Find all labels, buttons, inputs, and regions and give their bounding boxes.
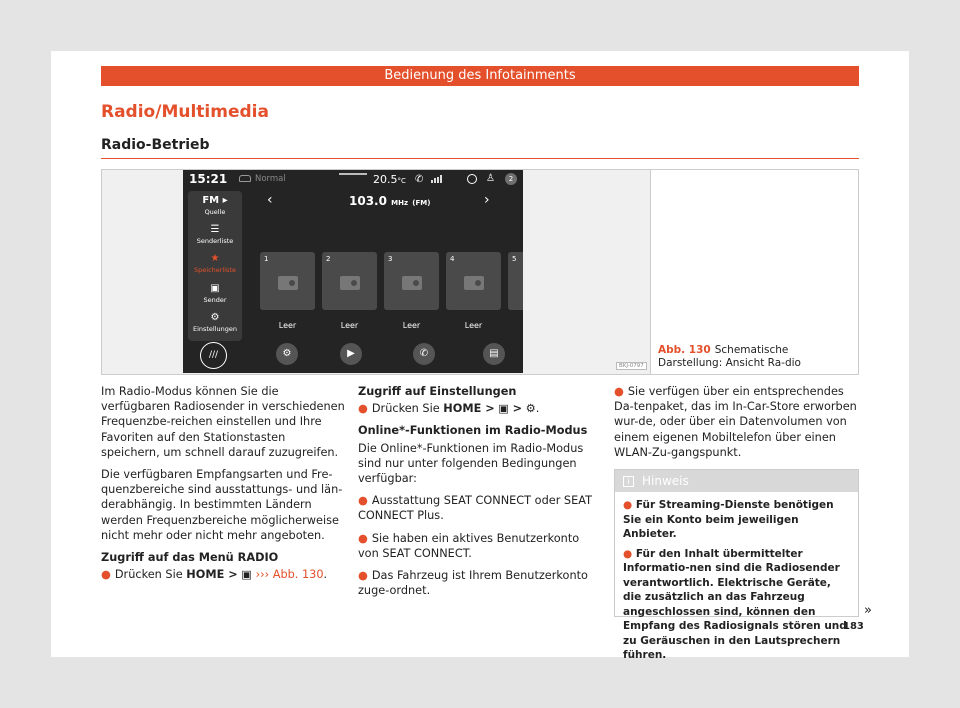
- list-item: ● Das Fahrzeug ist Ihrem Benutzerkonto zuge-ordnet.: [358, 569, 588, 598]
- preset-label: Leer: [464, 321, 483, 330]
- figure-background: [102, 170, 651, 374]
- sidebar-item-label: Senderliste: [196, 237, 234, 245]
- sidebar-item-label: Quelle: [204, 208, 226, 216]
- notification-badge[interactable]: 2: [505, 173, 517, 185]
- sidebar-item-label: Sender: [203, 296, 227, 304]
- subheading: Zugriff auf Einstellungen: [358, 385, 517, 398]
- sidebar-item-quelle[interactable]: [188, 195, 242, 216]
- subheading: Zugriff auf das Menü RADIO: [101, 551, 279, 565]
- preset-label: Leer: [278, 321, 297, 330]
- bullet-icon: ●: [623, 547, 633, 560]
- preset-tile[interactable]: [446, 252, 501, 310]
- list-item: ● Für Streaming-Dienste benötigen Sie ein Konto beim jeweiligen Anbieter.: [623, 499, 834, 540]
- user-icon[interactable]: ♙: [486, 173, 495, 184]
- car-icon: [239, 175, 251, 182]
- paragraph: Die Online*-Funktionen im Radio-Modus sind nur unter folgenden Bedingungen verfügbar:: [358, 441, 584, 486]
- media-button[interactable]: [340, 343, 362, 365]
- radio-icon: [402, 276, 422, 290]
- caption-number: Abb. 130: [658, 344, 711, 356]
- preset-number: 5: [512, 255, 517, 263]
- paragraph: Die verfügbaren Empfangsarten und Fre-quenzbereiche sind ausstattungs- und län-derabhängig. In bestimmten Ländern werden Frequenzbereiche möglicherweise nicht mehr oder nicht mehr angeboten.: [101, 468, 343, 542]
- column-3: [614, 384, 859, 467]
- page-title: Radio/Multimedia: [101, 102, 269, 122]
- figure: [101, 169, 859, 375]
- note-body: [615, 492, 858, 674]
- sidebar-item-label: Speicherliste: [194, 266, 236, 274]
- slider-line: [339, 173, 367, 175]
- figure-ref-code: BKJ-0797: [616, 362, 647, 370]
- settings-button[interactable]: [276, 343, 298, 365]
- bullet-icon: ●: [101, 568, 111, 582]
- manual-page: [51, 51, 909, 661]
- subheading: Online*-Funktionen im Radio-Modus: [358, 424, 588, 438]
- continue-mark: »: [864, 603, 872, 618]
- drive-mode: Normal: [255, 174, 286, 184]
- radio-icon: ▣: [210, 283, 220, 294]
- star-icon: ★: [210, 253, 220, 264]
- preset-label: Leer: [340, 321, 359, 330]
- column-2: [358, 384, 603, 605]
- radio-icon: ▣: [498, 402, 509, 416]
- bullet-icon: ●: [623, 499, 633, 511]
- radio-icon: [278, 276, 298, 290]
- preset-tile[interactable]: [322, 252, 377, 310]
- preset-number: 2: [326, 255, 331, 263]
- list-item: ● Ausstattung SEAT CONNECT oder SEAT CONNECT Plus.: [358, 494, 592, 523]
- globe-icon[interactable]: [467, 174, 477, 184]
- prev-station-button[interactable]: ‹: [267, 192, 273, 208]
- frequency-band: (FM): [412, 199, 431, 207]
- list-item: ● Für den Inhalt übermittelter Informatio-nen sind die Radiosender verantwortlich. Elektrische Geräte, die zusätzlich an das Fahrzeug angeschlossen sind, können den Empfang des Radiosignals stören und zu Geräuschen in den Lautsprechern führen.: [623, 547, 847, 661]
- preset-tile[interactable]: [260, 252, 315, 310]
- temperature-value: 20.5: [373, 173, 398, 186]
- page-number: 183: [843, 621, 864, 632]
- column-1: [101, 384, 346, 589]
- phone-icon: ✆: [419, 348, 429, 359]
- preset-number: 1: [264, 255, 269, 263]
- section-header: Bedienung des Infotainments: [101, 66, 859, 86]
- gear-icon: ⚙: [210, 312, 220, 323]
- status-bar: [183, 170, 523, 188]
- radio-icon: [340, 276, 360, 290]
- caption-text: Schematische Darstellung: Ansicht Ra-dio: [658, 344, 801, 369]
- clock: 15:21: [189, 172, 228, 186]
- phone-icon[interactable]: ✆: [415, 174, 424, 185]
- bullet-icon: ●: [614, 385, 624, 398]
- gear-icon: ⚙: [525, 402, 536, 416]
- apps-icon: ▤: [489, 348, 499, 359]
- frequency-display: [349, 194, 430, 208]
- preset-number: 4: [450, 255, 455, 263]
- paragraph: Im Radio-Modus können Sie die verfügbaren Radiosender in verschiedenen Frequenzbe-reichen einstellen und Ihre Favoriten auf den Stationstasten speichern, um schnell darauf zuzugreifen.: [101, 385, 345, 459]
- play-icon: ▶: [347, 348, 355, 359]
- sidebar-item-einstellungen[interactable]: [188, 312, 242, 333]
- info-icon: i: [623, 476, 634, 487]
- note-title: Hinweis: [642, 474, 689, 488]
- signal-icon: [431, 175, 443, 183]
- list-item: ● Sie verfügen über ein entsprechendes Da-tenpaket, das im In-Car-Store erworben wur-de, oder über ein Datenvolumen von einem eigenen Mobiltelefon über einen WLAN-Zu-gangspunkt.: [614, 385, 857, 459]
- bullet-icon: ●: [358, 494, 368, 508]
- sidebar-item-speicherliste[interactable]: [188, 253, 242, 274]
- list-item: ● Sie haben ein aktives Benutzerkonto von SEAT CONNECT.: [358, 531, 580, 560]
- radio-icon: [464, 276, 484, 290]
- preset-number: 3: [388, 255, 393, 263]
- list-icon: ☰: [210, 224, 220, 235]
- next-station-button[interactable]: ›: [484, 192, 490, 208]
- radio-sidebar: [188, 191, 242, 341]
- sidebar-item-label: Einstellungen: [192, 325, 238, 333]
- bullet-icon: ●: [358, 531, 368, 545]
- note-header: [615, 470, 858, 492]
- section-subtitle: Radio-Betrieb: [101, 137, 210, 153]
- figure-link[interactable]: ››› Abb. 130: [255, 568, 324, 582]
- temperature-unit: °C: [397, 177, 406, 185]
- figure-caption: [658, 344, 853, 370]
- list-item: ● Drücken Sie HOME > ▣ > ⚙.: [358, 402, 540, 416]
- sidebar-item-senderliste[interactable]: [188, 224, 242, 245]
- gear-icon: ⚙: [282, 348, 292, 359]
- list-item: ● Drücken Sie HOME > ▣ ››› Abb. 130.: [101, 568, 328, 582]
- sidebar-item-sender[interactable]: [188, 283, 242, 304]
- preset-tile[interactable]: [384, 252, 439, 310]
- phone-button[interactable]: [413, 343, 435, 365]
- preset-tile[interactable]: [508, 252, 523, 310]
- frequency-unit: MHz: [391, 199, 409, 207]
- subtitle-rule: [101, 158, 859, 159]
- radio-icon: ▣: [241, 568, 252, 582]
- preset-label: Leer: [402, 321, 421, 330]
- menu-button[interactable]: ///: [200, 342, 227, 369]
- temperature: [373, 173, 406, 186]
- apps-button[interactable]: [483, 343, 505, 365]
- bullet-icon: ●: [358, 569, 368, 583]
- bullet-icon: ●: [358, 402, 368, 416]
- fm-arrow-icon: FM ▸: [202, 195, 228, 206]
- infotainment-screen: [183, 170, 523, 373]
- frequency-value: 103.0: [349, 194, 387, 208]
